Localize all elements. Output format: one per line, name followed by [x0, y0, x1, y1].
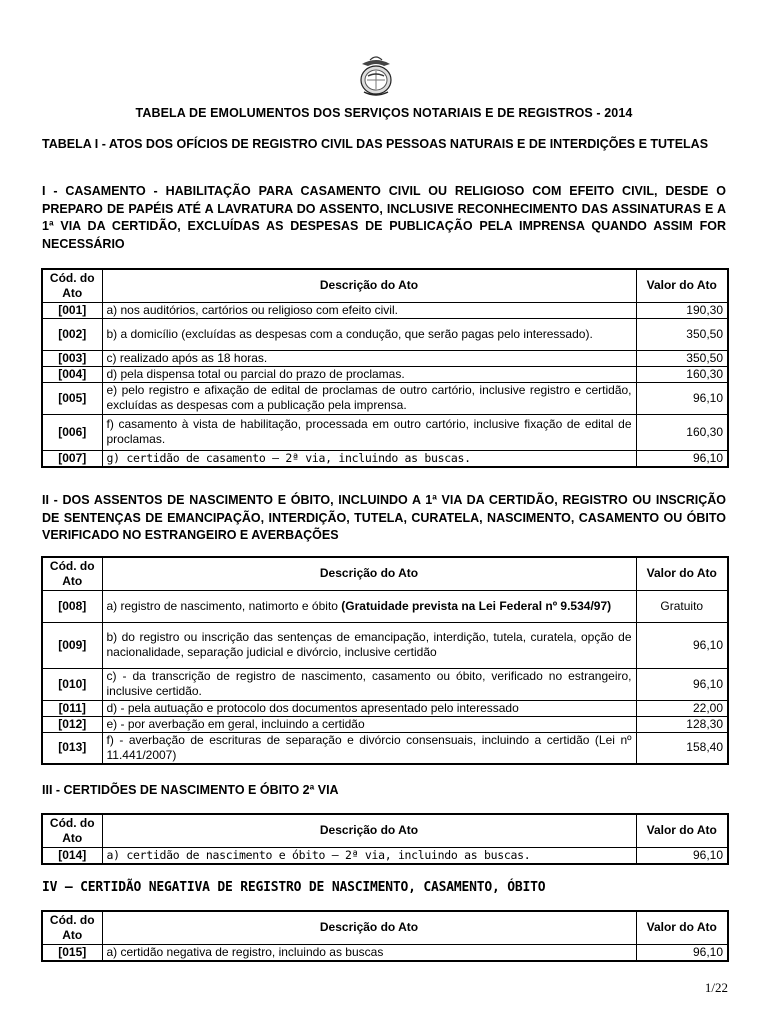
row-description: a) certidão negativa de registro, incluindo as buscas [102, 944, 636, 961]
row-value: 190,30 [636, 302, 728, 318]
row-description-bold: (Gratuidade prevista na Lei Federal nº 9.534/97) [341, 598, 612, 613]
header-value: Valor do Ato [636, 557, 728, 590]
header-description: Descrição do Ato [102, 269, 636, 302]
row-code: [006] [42, 414, 102, 450]
row-code: [008] [42, 590, 102, 622]
section-heading-casamento: I - CASAMENTO - HABILITAÇÃO PARA CASAMENTO CIVIL OU RELIGIOSO COM EFEITO CIVIL, DESDE O PREPARO DE PAPÉIS ATÉ A LAVRATURA DO ASSENTO, INCLUSIVE RECONHECIMENTO DAS ASSINATURAS E A 1ª VIA DA CERTIDÃO, EXCLUÍDAS AS DESPESAS DE PUBLICAÇÃO PELA IMPRENSA QUANDO ASSIM FOR NECESSÁRIO [42, 184, 726, 251]
row-description: b) do registro ou inscrição das sentenças de emancipação, interdição, tutela, curatela, opção de nacionalidade, separação judicial e divórcio, inclusive certidão [102, 622, 636, 668]
row-description: d) - pela autuação e protocolo dos documentos apresentado pelo interessado [102, 700, 636, 716]
header-code: Cód. do Ato [42, 557, 102, 590]
table-row [42, 318, 728, 350]
row-description [102, 590, 636, 622]
row-description: a) certidão de nascimento e óbito – 2ª via, incluindo as buscas. [102, 847, 636, 864]
page-number: 1/22 [704, 980, 728, 995]
table-header-row [42, 814, 728, 847]
section-heading-certidoes: III - CERTIDÕES DE NASCIMENTO E ÓBITO 2ª VIA [42, 783, 339, 797]
row-description: g) certidão de casamento – 2ª via, incluindo as buscas. [102, 450, 636, 467]
row-value: Gratuito [636, 590, 728, 622]
row-value: 96,10 [636, 847, 728, 864]
row-code: [015] [42, 944, 102, 961]
row-code: [009] [42, 622, 102, 668]
row-code: [007] [42, 450, 102, 467]
row-code: [004] [42, 366, 102, 382]
row-description: f) casamento à vista de habilitação, processada em outro cartório, inclusive fixação de edital de proclamas. [102, 414, 636, 450]
row-value: 96,10 [636, 668, 728, 700]
table-row [42, 668, 728, 700]
table-row [42, 382, 728, 414]
table-row [42, 414, 728, 450]
row-value: 158,40 [636, 732, 728, 764]
table-row [42, 847, 728, 864]
table-row [42, 732, 728, 764]
table-nascimento-obito [41, 556, 729, 765]
table-certidoes [41, 813, 729, 865]
row-description: b) a domicílio (excluídas as despesas com a condução, que serão pagas pelo interessado). [102, 318, 636, 350]
row-description: f) - averbação de escrituras de separação e divórcio consensuais, incluindo a certidão (Lei nº 11.441/2007) [102, 732, 636, 764]
row-code: [012] [42, 716, 102, 732]
row-description: d) pela dispensa total ou parcial do prazo de proclamas. [102, 366, 636, 382]
section-heading-nascimento-obito: II - DOS ASSENTOS DE NASCIMENTO E ÓBITO, INCLUINDO A 1ª VIA DA CERTIDÃO, REGISTRO OU INSCRIÇÃO DE SENTENÇAS DE EMANCIPAÇÃO, INTERDIÇÃO, TUTELA, CURATELA, NASCIMENTO, CASAMENTO OU ÓBITO VERIFICADO NO ESTRANGEIRO E AVERBAÇÕES [42, 493, 726, 542]
row-code: [011] [42, 700, 102, 716]
coat-of-arms-icon [356, 54, 396, 98]
row-code: [003] [42, 350, 102, 366]
header-value: Valor do Ato [636, 814, 728, 847]
header-code: Cód. do Ato [42, 911, 102, 944]
table-title: TABELA I - ATOS DOS OFÍCIOS DE REGISTRO CIVIL DAS PESSOAS NATURAIS E DE INTERDIÇÕES E TUTELAS [42, 137, 709, 151]
section-heading-certidao-negativa: IV – CERTIDÃO NEGATIVA DE REGISTRO DE NASCIMENTO, CASAMENTO, ÓBITO [42, 880, 546, 895]
row-value: 96,10 [636, 622, 728, 668]
table-row [42, 450, 728, 467]
header-description: Descrição do Ato [102, 911, 636, 944]
row-value: 350,50 [636, 350, 728, 366]
document-title: TABELA DE EMOLUMENTOS DOS SERVIÇOS NOTARIAIS E DE REGISTROS - 2014 [135, 106, 633, 120]
row-code: [001] [42, 302, 102, 318]
row-code: [005] [42, 382, 102, 414]
row-code: [014] [42, 847, 102, 864]
table-row [42, 350, 728, 366]
row-value: 160,30 [636, 366, 728, 382]
row-code: [013] [42, 732, 102, 764]
header-value: Valor do Ato [636, 269, 728, 302]
row-value: 22,00 [636, 700, 728, 716]
table-header-row [42, 557, 728, 590]
table-row [42, 590, 728, 622]
table-row [42, 716, 728, 732]
table-row [42, 366, 728, 382]
header-description: Descrição do Ato [102, 557, 636, 590]
row-code: [010] [42, 668, 102, 700]
table-row [42, 700, 728, 716]
table-certidao-negativa [41, 910, 729, 962]
header-code: Cód. do Ato [42, 814, 102, 847]
table-row [42, 944, 728, 961]
row-value: 350,50 [636, 318, 728, 350]
table-header-row [42, 911, 728, 944]
row-value: 160,30 [636, 414, 728, 450]
row-code: [002] [42, 318, 102, 350]
row-description: e) pelo registro e afixação de edital de proclamas de outro cartório, inclusive registro e certidão, excluídas as despesas com a publicação pela imprensa. [102, 382, 636, 414]
row-description: e) - por averbação em geral, incluindo a certidão [102, 716, 636, 732]
header-value: Valor do Ato [636, 911, 728, 944]
row-description: c) realizado após as 18 horas. [102, 350, 636, 366]
table-row [42, 622, 728, 668]
header-description: Descrição do Ato [102, 814, 636, 847]
row-value: 128,30 [636, 716, 728, 732]
table-casamento [41, 268, 729, 468]
header-code: Cód. do Ato [42, 269, 102, 302]
table-row [42, 302, 728, 318]
row-value: 96,10 [636, 382, 728, 414]
row-description: c) - da transcrição de registro de nascimento, casamento ou óbito, verificado no estrangeiro, inclusive certidão. [102, 668, 636, 700]
row-value: 96,10 [636, 944, 728, 961]
row-description: a) nos auditórios, cartórios ou religioso com efeito civil. [102, 302, 636, 318]
row-value: 96,10 [636, 450, 728, 467]
row-description-text: a) registro de nascimento, natimorto e óbito [106, 598, 338, 613]
table-header-row [42, 269, 728, 302]
